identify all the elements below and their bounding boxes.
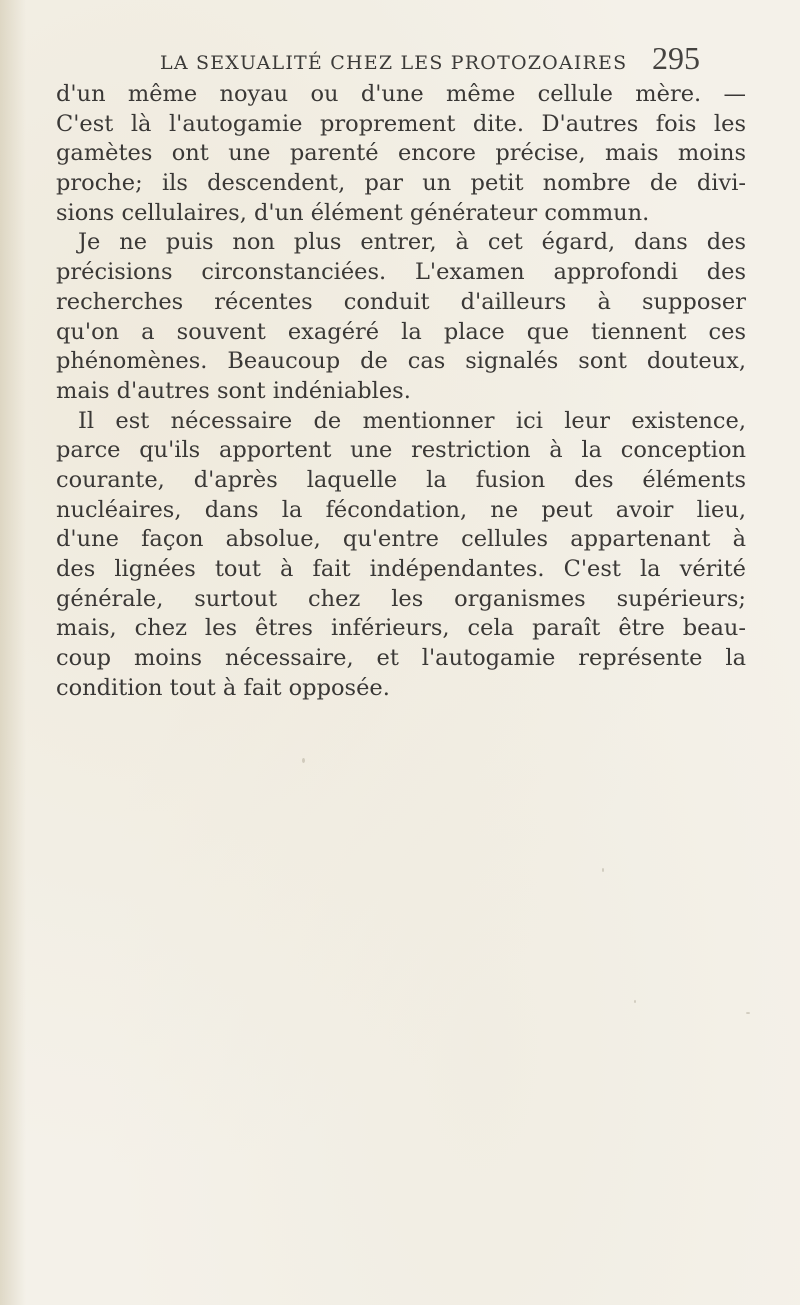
paper-speck [602, 868, 604, 872]
text-line: sions cellulaires, d'un élément générateur commun. [56, 199, 650, 226]
page-edge-shadow [0, 0, 26, 1305]
text-line: condition tout à fait opposée. [56, 674, 390, 701]
text-line: d'un même noyau ou d'une même cellule mère. — [56, 81, 746, 107]
text-line: Il est nécessaire de mentionner ici leur existence, [78, 407, 746, 434]
text-line: précisions circonstanciées. L'examen approfondi des [56, 259, 746, 286]
text-line: générale, surtout chez les organismes supérieurs; [56, 585, 746, 612]
paper-speck [746, 1012, 750, 1014]
page-number: 295 [652, 40, 700, 76]
text-line: Je ne puis non plus entrer, à cet égard, dans des [78, 229, 746, 256]
running-head: LA SEXUALITÉ CHEZ LES PROTOZOAIRES [160, 52, 628, 74]
text-line: recherches récentes conduit d'ailleurs à supposer [56, 288, 746, 315]
text-line: d'une façon absolue, qu'entre cellules appartenant à [56, 526, 746, 553]
text-line: coup moins nécessaire, et l'autogamie représente la [56, 645, 746, 672]
paper-speck [634, 1000, 636, 1003]
body-text [56, 80, 746, 703]
text-line: mais d'autres sont indéniables. [56, 377, 411, 404]
text-line: C'est là l'autogamie proprement dite. D'autres fois les [56, 110, 746, 137]
text-line: des lignées tout à fait indépendantes. C'est la vérité [56, 556, 746, 582]
text-line: proche; ils descendent, par un petit nombre de divi- [56, 170, 746, 197]
text-line: parce qu'ils apportent une restriction à la conception [56, 437, 746, 464]
text-line: gamètes ont une parenté encore précise, mais moins [56, 140, 746, 167]
text-line: mais, chez les êtres inférieurs, cela paraît être beau- [56, 615, 746, 642]
paper-speck [302, 758, 305, 763]
text-line: qu'on a souvent exagéré la place que tiennent ces [56, 318, 746, 345]
text-line: nucléaires, dans la fécondation, ne peut avoir lieu, [56, 496, 746, 523]
text-line: phénomènes. Beaucoup de cas signalés sont douteux, [56, 348, 746, 375]
page-header [0, 40, 800, 80]
text-line: courante, d'après laquelle la fusion des éléments [56, 466, 746, 493]
